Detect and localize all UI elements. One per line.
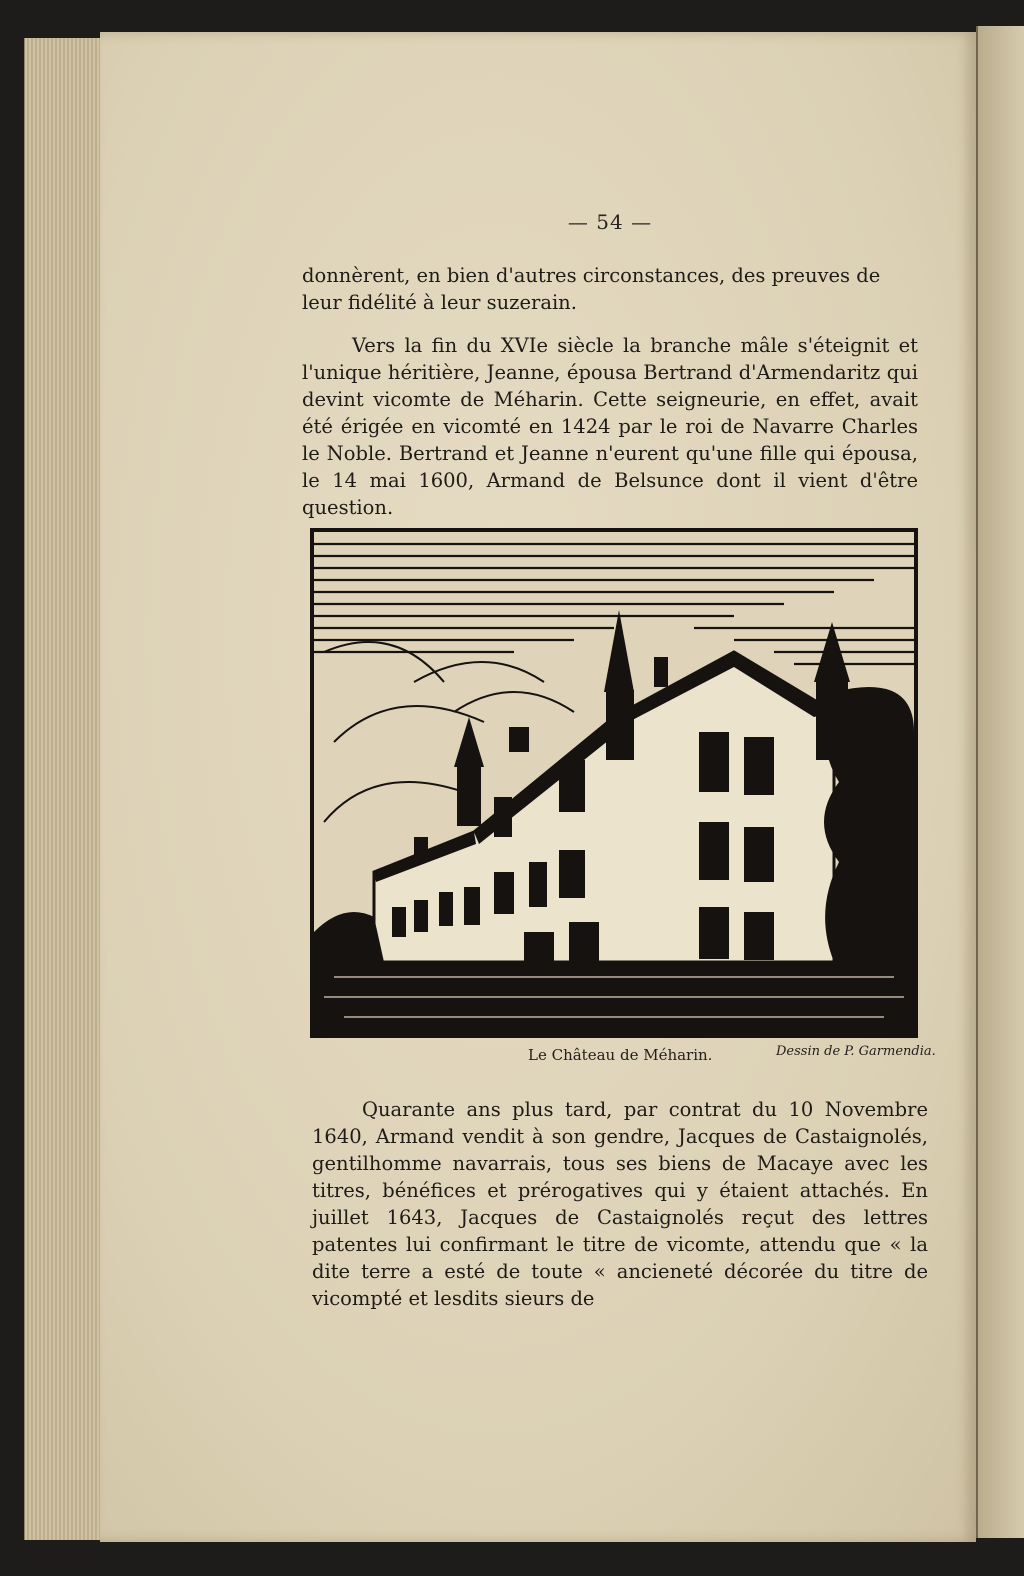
figure-caption: Le Château de Méharin. xyxy=(528,1046,713,1064)
page-edge-stack xyxy=(24,38,105,1540)
page-number: — 54 — xyxy=(567,210,653,234)
figure-credit: Dessin de P. Garmendia. xyxy=(776,1044,936,1059)
paragraph-3: Quarante ans plus tard, par contrat du 10 Novembre 1640, Armand vendit à son gendre, Jacques de Castaignolés, gentilhomme navarrais, tous ses biens de Macaye avec les titres, bénéfices et prérogatives qui y étaient attachés. En juillet 1643, Jacques de Castaignolés reçut des lettres patentes lui confirmant le titre de vicomte, attendu que « la dite terre a esté de toute « ancieneté décorée du titre de vicompté et lesdits sieurs de xyxy=(312,1098,928,1310)
woodcut-drawing xyxy=(314,532,914,1034)
facing-page-edge xyxy=(976,26,1024,1538)
paragraph-2: Vers la fin du XVIe siècle la branche mâle s'éteignit et l'unique héritière, Jeanne, épousa Bertrand d'Armendaritz qui devint vicomte de Méharin. Cette seigneurie, en effet, avait été érigée en vicomté en 1424 par le roi de Navarre Charles le Noble. Bertrand et Jeanne n'eurent qu'une fille qui épousa, le 14 mai 1600, Armand de Belsunce dont il vient d'être question. xyxy=(302,334,918,519)
paragraph-1: donnèrent, en bien d'autres circonstances, des preuves de leur fidélité à leur suzerain. xyxy=(302,264,881,314)
chateau-illustration xyxy=(310,528,918,1038)
